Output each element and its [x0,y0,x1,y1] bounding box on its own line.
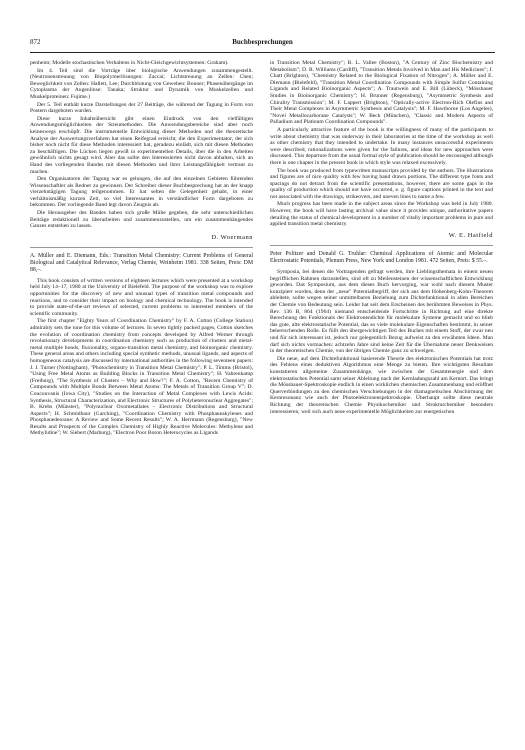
review-heading: A. Müller and E. Diemann, Eds.: Transition Metal Chemistry: Current Problems of General Biological and Catalytical Relevance, Verlag Chemie, Weinheim 1981. 338 Seiten, Preis: DM 88,–. [30,253,253,274]
paragraph: The first chapter "Eighty Years of Coordination Chemistry" by F. A. Cotton (College Station) admirably sets the tone for this volume of lectures. In seven tightly packed pages, Cotton sketches the evolution of coordination chemistry from concepts developed by Alfred Werner through revolutionary developments in coordination chemistry such as production of clusters and metal-metal multiple bonds, fluxionality, organo-transition metal chemistry, and bioinorganic chemistry. These general areas and others including special synthetic methods, unusual ligands, and aspects of homogeneous catalysis are discussed by international authorities in the following seventeen papers: J. J. Turner (Nottingham), "Photochemistry in Transition Metal Chemistry"; P. L. Timms (Bristol), "Using Free Metal Atoms as Building Blocks in Transition Metal Chemistry"; H. Vahrenkamp (Freiburg), "The Synthesis of Clusters – Why and How?"; F. A. Cotton, "Recent Chemistry of Compounds with Multiple Bonds Between Metal Atoms: The Metals of Transition Group V"; D. Coucouvanis (Iowa City), "Studies on the Interaction of Metal Complexes with Lewis Acids: Synthesis, Structural Characterization, and Electronic Structures of Polyheteronuclear Aggregates"; B. Krebs (Münster), "Polynuclear Oxometallates – Electronic Distributions and Structural Aspects"; H. Schmidbaur (Garching), "Coordination Chemistry with Phosphaneakylenes and Phosphanedeorane: A Review and Some Recent Results"; W. A. Herrmann (Regensburg), "New Results and Prospects of the Complex Chemistry of Highly Reactive Molecules: Methylene and Methylidine"; W. Siebert (Marburg), "Electron Poor Boron Heterocycles as Ligands [30,318,253,437]
paragraph: Den Organisatoren der Tagung war es gelungen, die auf den einzelnen Gebieten führenden Wissenschaftler als Redner zu gewinnen. Der Schreiber dieser Buchbesprechung hat an der knapp vierzehntägigen Tagung teilgenommen. Er hat selten die Gelegenheit gehabt, in einer verhältnismäßig kurzen Zeit, so viel Interessantes in verständlicher Form dargeboten zu bekommen. Der vorliegende Band legt davon Zeugnis ab. [30,176,253,209]
review-heading: Peter Politzer and Donald G. Truhlar: Chemical Applications of Atomic and Molecular Electrostatic Potentials, Plenum Press, New York und London 1981. 472 Seiten, Preis: $ 55.–. [270,251,493,265]
page-number: 872 [30,38,41,46]
paragraph: This book consists of written versions of eighteen lectures which were presented at a workshop held July 14–17, 1980 at the University of Bielefeld. The purpose of the workshop was to explore opportunities for the discovery of new and unusual types of transition metal compounds and reactions, and to consider their impact on biology and chemical technology. The book is intended to provide state-of-the-art reviews of selected, current problems to interested members of the scientific community. [30,277,253,317]
paragraph: The book was produced from typewritten manuscripts provided by the authors. The illustrations and figures are of nice quality with few having hand drawn portions. The different type fonts and spacings do not detract from the scientific presentations, however, there are some gaps in the quality of production which should not have occurred, e. g. figure captions printed in the text and not associated with the drawings, strikeovers, and uneven lines to name a few. [270,167,493,200]
paragraph: A particularly attractive feature of the book is the willingness of many of the participants to write about chemistry that was underway in their laboratories at the time of the workshop as well as other chemistry that they intended to undertake. In many instances unsuccessful experiments were described, rationalizations were given for the failures, and ideas for new approaches were discussed. This departure from the usual formal style of publication should be encouraged although there is one chapter in the present book in which style was relaxed excessively. [270,126,493,166]
right-column [270,60,493,720]
paragraph: in Transition Metal Chemistry"; B. L. Vallee (Boston), "A Century of Zinc Biochemistry and Metabolism"; D. R. Williams (Cardiff), "Transition Metals Involved in Man and His Medicines"; J. Chatt (Brighton), "Chemistry Related to the Biological Fixation of Nitrogen"; A. Müller and E. Diemann (Bielefeld), "Transition Metal Coordination Compounds with Simple Sulfur Containing Ligands and Related Bioinorganic Aspects"; A. Trautwein and E. Bill (Lübeck), "Mössbauer Studies in Bioinorganic Chemistry"; H. Brunner (Regensburg), "Asymmetric Synthesis and Chirality Transmission"; M. F. Lappert (Brighton), "Optically-active Electron-Rich Olefins and Their Metal Complexes in Asymmetric Synthesis and Catalysis"; M. F. Hawthorne (Los Angeles), "Novel Metallocarborane Catalysts"; W. Beck (München), "Classic and Modern Aspects of Palladium and Platinum Coordination Compounds". [270,60,493,126]
reviewer-signature: D. Woermann [211,233,253,241]
paragraph: penheim; Modelle stochastischen Verhaltens in Nicht-Gleichgewichtsystemen: Graham). [30,60,229,66]
divider [30,247,253,248]
running-title: Buchbesprechungen [232,38,293,46]
paragraph: Die neue, auf dem Dichtefunktional basierende Theorie des elektronischen Potentials hat trotz des Fehlens eines deduktiven Algorithmus eine Menge zu bieten. Ihre wichtigsten Resultate konstatieren allgemeine Zusammenhänge, wie zwischen der Gesamtenergie und dem elektrostatischen Potential samt seiner Ableitung nach der Kernladungszahl am Kernort. Das bringt die Mössbauer-Spektroskopie endlich in einen wirklichen chemischen Zusammenhang und eröffnet Querverbindungen zu den chemischen Verschiebungen in der diamagnetischen Abschirmung der Kernresonanz wie auch der Photoelektronenspektroskopie. Überhaupt sollte diese neutrale Richtung der theoretischen Chemie Physikochemiker und Strukturchemiker besonders interessieren, weil sich auch neue experimentelle Möglichkeiten zur energetischen [270,355,493,415]
paragraph: Much progress has been made in the subject areas since the Workshop was held in July 1980. However, the book will have lasting archival value since it provides unique, authoritative papers detailing the status of chemical development in a number of vitally important problems in pure and applied transition metal chemistry. [270,201,493,228]
left-column [30,60,253,720]
page-header [30,38,495,53]
paragraph: Im 4. Teil sind die Vorträge über biologische Anwendungen zusammengestellt. (Neutronenstreuung von Biopolymerlösungen: Zaccai; Lichtstreuung an Zellen: Chen; Beweglichkeit von Zellen: Hallett, Lee; Durchblutung von Geweben: Bonner; Phasenübergänge im Cytoplasma der Augenlinse: Tanaka; Struktur und Dynamik von Muskelzellen und Muskelproteinen: Fujime.) [30,67,253,100]
paragraph: Diese kurze Inhaltsübersicht gibt einen Eindruck von den vielfältigen Anwendungsmöglichkeiten der Streumethoden. Die Anwendungsbereiche sind aber noch keineswegs erschöpft. Die instrumentelle Entwicklung dieser Methoden und die theoretische Analyse der Auswertungsverfahren hat einen Reifegrad erreicht, die den Experimentator, der sich bisher noch nicht für diese Methoden interessiert hat, geradezu einlädt, sich mit diesen Methoden zu beschäftigen. Die Lücken liegen gewiß in experimentellen Details, über die in den Arbeiten gewöhnlich nichts gesagt wird. Aber das sollte den Interessierten nicht davon abhalten, sich an Hand des vorliegenden Bandes mit diesen Methoden und ihrer Leistungsfähigkeit vertraut zu machen. [30,115,253,175]
paragraph: Die Herausgeber des Bandes haben sich große Mühe gegeben, die sehr unterschiedlichen Beiträge redaktionell zu überarbeiten und zusammenzustellen, um ein zusammenhängendes Ganzes entstehen zu lassen. [30,210,253,230]
divider [270,245,493,246]
reviewer-signature: W. E. Hatfield [448,231,493,239]
paragraph: Symposia, bei denen die Vortragenden gefragt werden, ihre Lieblingsthemata in einem neuen begrifflichen Rahmen darzustellen, sind oft zu Meilensteinen der wissenschaftlichen Entwicklung geworden. Das Symposium, aus dem dieses Buch hervorging, war wohl nach diesem Muster konzipiert worden, denn der „neue" Potentialbegriff, der sich aus dem Hohenberg-Kohn-Theorem ableitete, sollte wegen seiner unmittelbaren Beziehung zum Dichtefunktional in allen Bereichen der Chemie von Bedeutung sein. Leider hat seit dem Erscheinen des berühmten Beweises in Phys. Rev. 136 B, 864 (1964) niemand entscheidende Fortschritte in Richtung auf eine direkte Berechnung des Funktionals der Elektronendichte für molekulare Systeme gemacht und so blieb das gute, alte elektrostatische Potential, das so viele molekulare Eigenschaften bestimmt, in seiner beherrschenden Rolle. Es füllt den übergewichtigen Teil des Buches mit einem Stoff, der zwar neu und für sich interessant ist, jedoch nur gelegentlich Bezug aufweist zu den erwähnten Ideen. Man darf sich nichts vormachen: achtzehn Jahre sind keine Zeit für die Übernahme neuer Denkweisen in der theoretischen Chemie, von der übrigen Chemie ganz zu schweigen. [270,269,493,355]
paragraph: Der 5. Teil enthält kurze Darstellungen der 27 Beiträge, die während der Tagung in Form von Postern dargeboten wurden. [30,101,253,115]
